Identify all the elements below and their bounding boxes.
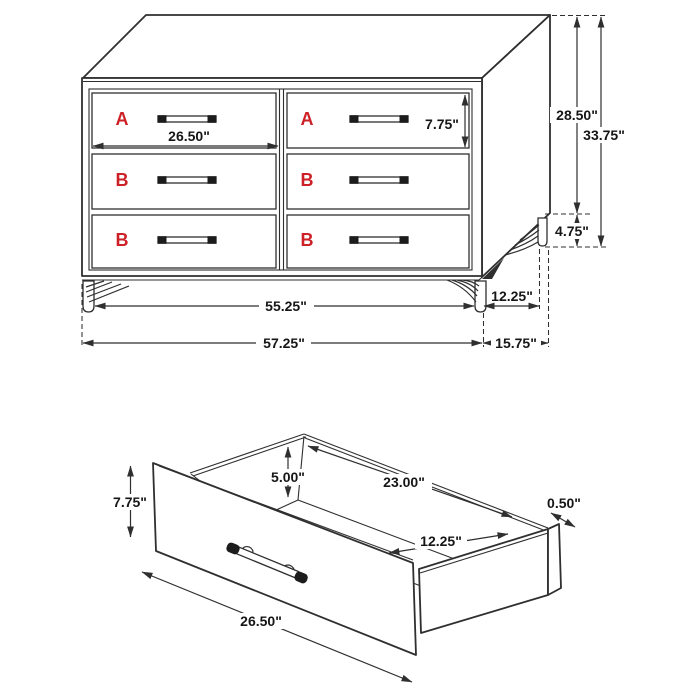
dim-case-height: 28.50" xyxy=(556,107,598,123)
drawer-label-b1-right: B xyxy=(300,170,314,190)
dim-side-leg-span: 12.25" xyxy=(491,288,533,304)
front-left-leg xyxy=(83,281,129,312)
dresser-overview-drawing xyxy=(82,15,629,351)
drawer-label-a-left: A xyxy=(115,109,129,129)
dim-overall-depth: 15.75" xyxy=(495,335,537,351)
dim-drawer-face-width: 26.50" xyxy=(168,128,210,144)
drawer-label-a-right: A xyxy=(300,109,314,129)
dim-drawer-face-height: 7.75" xyxy=(425,116,459,132)
drawer-detail-drawing xyxy=(108,434,581,682)
dresser-top-face xyxy=(83,15,550,78)
dim-overall-height: 33.75" xyxy=(583,127,625,143)
drawer-handle xyxy=(158,236,217,244)
drawer-back-edge xyxy=(548,524,561,595)
dim-drawer-front-width: 26.50" xyxy=(240,613,282,629)
drawer-label-b1-left: B xyxy=(115,170,129,190)
drawer-label-b2-left: B xyxy=(115,230,129,250)
drawer-handle xyxy=(158,176,217,184)
dim-front-leg-span: 55.25" xyxy=(265,298,307,314)
dim-leg-height: 4.75" xyxy=(555,223,589,239)
dim-drawer-inner-width: 23.00" xyxy=(383,474,425,490)
drawer-handle xyxy=(350,115,409,123)
drawer-label-b2-right: B xyxy=(300,230,314,250)
dim-drawer-front-height: 7.75" xyxy=(113,494,147,510)
dim-drawer-inner-depth: 12.25" xyxy=(420,533,462,549)
drawer-handle xyxy=(350,176,409,184)
drawer-handle xyxy=(350,236,409,244)
dim-drawer-inner-height: 5.00" xyxy=(271,469,305,485)
drawer-handle xyxy=(158,115,217,123)
dim-overall-width: 57.25" xyxy=(263,335,305,351)
dim-panel-thickness: 0.50" xyxy=(547,495,581,511)
